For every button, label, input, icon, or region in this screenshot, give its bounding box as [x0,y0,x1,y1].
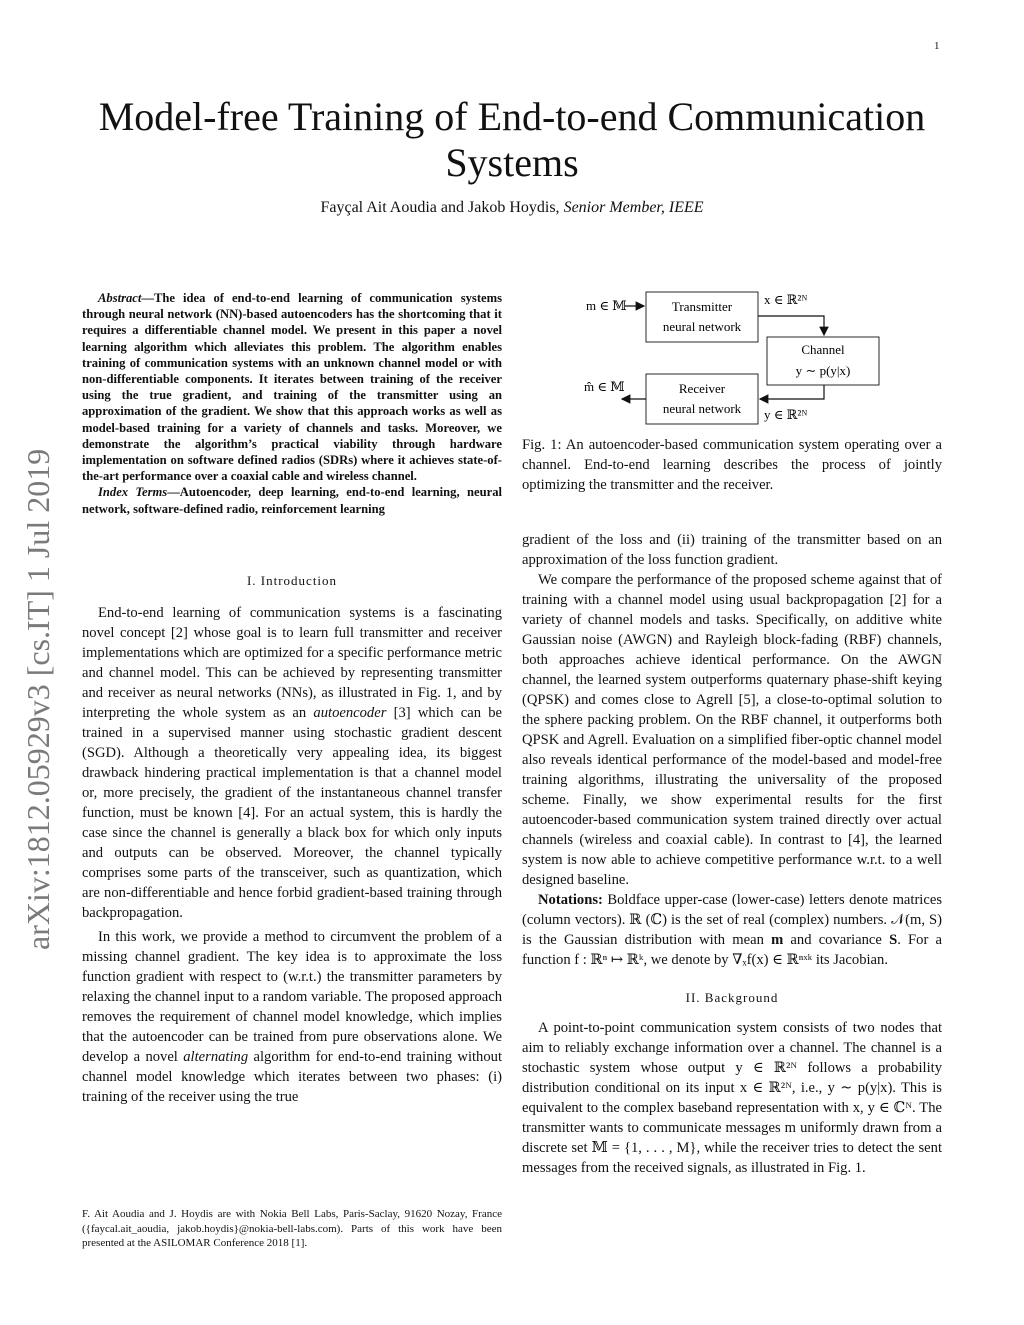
rx-input-label: y ∈ ℝ²ᴺ [764,407,808,422]
left-column [82,290,502,1107]
authors [60,199,964,217]
intro-paragraph-1: End-to-end learning of communication systems is a fascinating novel concept [2] whose goal is to learn full transmitter and receiver implementations which are optimized for a specific performance metric and channel model. This can be achieved by representing transmitter and receiver as neural networks (NNs), as illustrated in Fig. 1, and by interpreting the whole system as an autoencoder [3] which can be trained in a supervised manner using stochastic gradient descent (SGD). Although a theoretically very appealing idea, its biggest drawback hindering practical implementation is that a channel model or, more precisely, the gradient of the instantaneous channel transfer function, must be known [4]. For an actual system, this is hardly the case since the channel is generally a black box for which only inputs and outputs can be observed. Moreover, the channel typically comprises some parts of the transceiver, such as quantization, which are non-differentiable and hence forbid gradient-based training through backpropagation. [82,604,502,921]
notations-label: Notations: [538,892,603,908]
author-names: Fayçal Ait Aoudia and Jakob Hoydis, [320,199,560,216]
emphasis-alternating: alternating [183,1048,249,1065]
input-message-label: m ∈ 𝕄 [586,298,627,313]
channel-label-line2: y ∼ p(y|x) [795,363,851,378]
intro-paragraph-2: In this work, we provide a method to circumvent the problem of a missing channel gradient. The key idea is to approximate the loss function gradient with respect to (w.r.t.) the transmitter parameters by relaxing the channel input to a random variable. The proposed approach removes the requirement of channel model knowledge, which implies that the autoencoder can be trained from pure observations alone. We develop a novel alternating algorithm for end-to-end training without channel model knowledge which iterates between two phases: (i) training of the receiver using the true [82,928,502,1105]
paper-title: Model-free Training of End-to-end Communication Systems [98,94,926,185]
output-message-label: m̂ ∈ 𝕄 [584,379,625,394]
right-column [522,530,942,1178]
emphasis-autoencoder: autoencoder [313,704,387,721]
intro-paragraph-3: We compare the performance of the proposed scheme against that of training with a channel model using usual backpropagation [2] for a variety of channel models and tasks. Specifically, on additive white Gaussian noise (AWGN) and Rayleigh block-fading (RBF) channels, both approaches achieve identical performance. On the AWGN channel, the learned system outperforms quaternary phase-shift keying (QPSK) and comes close to Agrell [5], a close-to-optimal solution to the sphere packing problem. On the RBF channel, it outperforms both QPSK and Agrell. Evaluation on a simplified fiber-optic channel model also reveals identical performance of the model-based and model-free training algorithms, illustrating the universality of the proposed scheme. Finally, we show experimental results for the first autoencoder-based communication system trained directly over actual channels (wireless and coaxial cable). In contrast to [4], the learned system is now able to achieve competitive performance w.r.t. to a well designed baseline. [522,572,942,888]
transmitter-label-line2: neural network [662,319,742,334]
background-paragraph-1: A point-to-point communication system consists of two nodes that aim to reliably exchange information over a channel. The channel is a stochastic system whose output y ∈ ℝ²ᴺ follows a probability distribution conditional on its input x ∈ ℝ²ᴺ, i.e., y ∼ p(y|x). This is equivalent to the complex baseband representation with x, y ∈ ℂᴺ. The transmitter wants to communicate messages m uniformly drawn from a discrete set 𝕄 = {1, . . . , M}, while the receiver tries to detect the sent messages from the received signals, as illustrated in Fig. 1. [522,1020,942,1176]
notations-paragraph: Notations: Boldface upper-case (lower-case) letters denote matrices (column vectors). ℝ (ℂ) is the set of real (complex) numbers. 𝒩(m, S) is the Gaussian distribution with mean m and covariance S. For a function f : ℝⁿ ↦ ℝᵏ, we denote by ∇ₓf(x) ∈ ℝⁿˣᵏ its Jacobian. [522,892,943,968]
arrow-channel-to-rx [760,385,824,399]
abstract [82,290,502,484]
abstract-text: —The idea of end-to-end learning of communication systems through neural network (NN)-based autoencoders has the shortcoming that it requires a differentiable channel model. We present in this paper a novel learning algorithm which alleviates this problem. The algorithm enables training of communication systems with an unknown channel model or with non-differentiable components. It iterates between training of the receiver using the true gradient, and training of the transmitter using an approximation of the gradient. We show that this approach works as well as model-based training for a variety of channels and tasks. Moreover, we demonstrate the algorithm’s practical viability through hardware implementation on software defined radios (SDRs) where it achieves state-of-the-art performance over a coaxial cable and wireless channel. [82,291,502,484]
section-heading-background: II. Background [685,990,779,1005]
index-terms [82,484,502,516]
intro-paragraph-2-continued: gradient of the loss and (ii) training of the transmitter based on an approximation of the loss function gradient. [522,532,942,568]
index-terms-text: —Autoencoder, deep learning, end-to-end learning, neural network, software-defined radio, reinforcement learning [82,485,502,516]
tx-output-label: x ∈ ℝ²ᴺ [764,292,808,307]
channel-label-line1: Channel [801,342,845,357]
arrow-tx-to-channel [758,316,824,335]
receiver-label-line2: neural network [662,401,742,416]
section-heading-introduction: I. Introduction [246,572,338,588]
index-terms-label: Index Terms [98,485,168,500]
figure-1-caption: Fig. 1: An autoencoder-based communication system operating over a channel. End-to-end learning describes the process of jointly optimizing the transmitter and the receiver. [522,437,942,493]
author-role: Senior Member, IEEE [563,199,704,216]
page-number: 1 [934,40,940,52]
receiver-label-line1: Receiver [678,381,726,396]
abstract-label: Abstract [98,291,142,305]
transmitter-label-line1: Transmitter [671,299,733,314]
footnote: F. Ait Aoudia and J. Hoydis are with Nokia Bell Labs, Paris-Saclay, 91620 Nozay, France ({faycal.ait_aoudia, jakob.hoydis}@nokia-bell-labs.com). Parts of this work have been presented at the ASILOMAR Conference 2018 [1]. [82,1208,502,1249]
arxiv-stamp: arXiv:1812.05929v3 [cs.IT] 1 Jul 2019 [20,448,56,950]
figure-1-diagram [522,287,942,437]
